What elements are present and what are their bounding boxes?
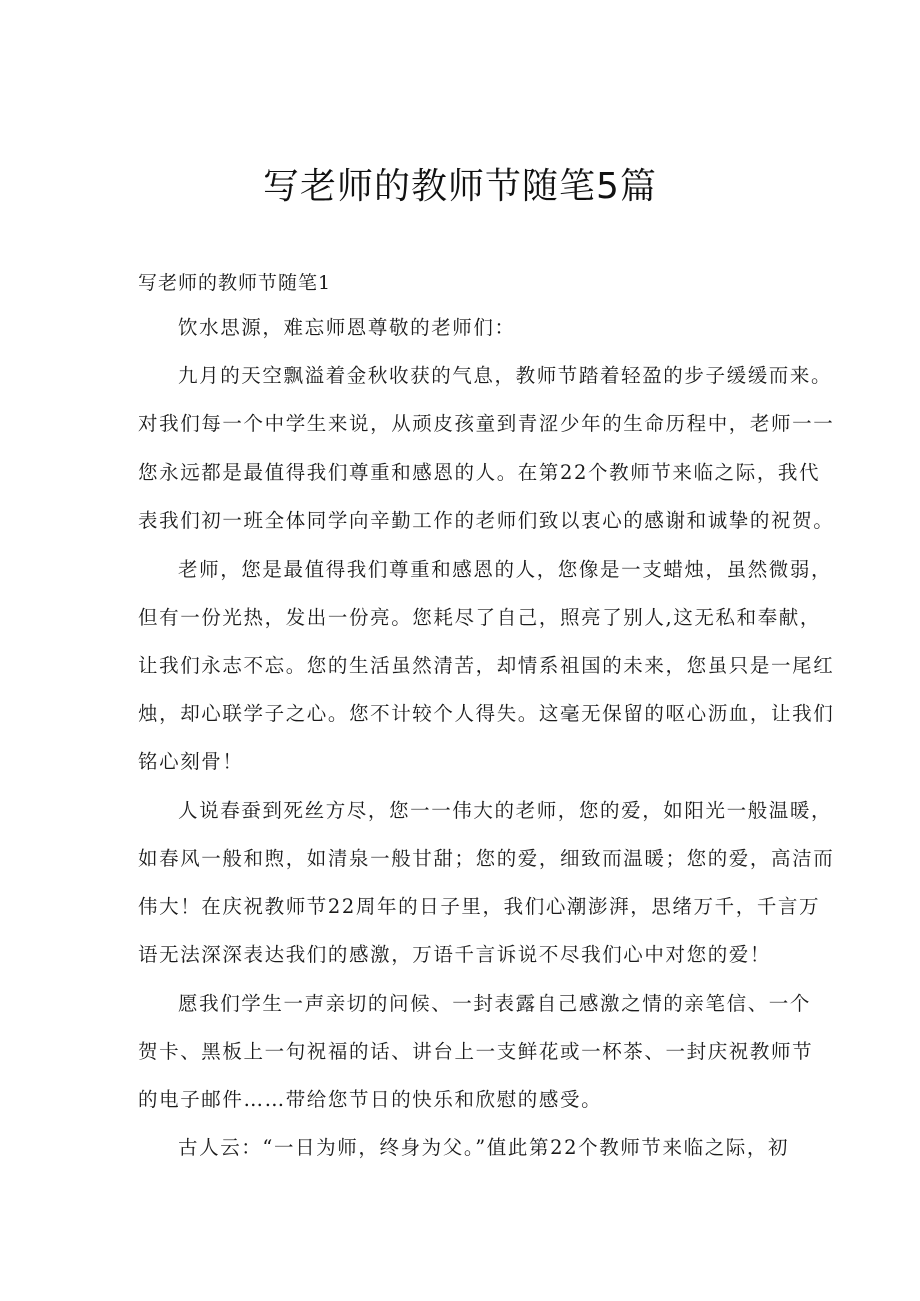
paragraph-line: 九月的天空飘溢着金秋收获的气息，教师节踏着轻盈的步子缓缓而来。 — [178, 364, 833, 387]
paragraph-line: 语无法深深表达我们的感激，万语千言诉说不尽我们心中对您的爱！ — [138, 943, 772, 966]
paragraph-line: 铭心刻骨！ — [138, 750, 244, 773]
paragraph-line: 表我们初一班全体同学向辛勤工作的老师们致以衷心的感谢和诚挚的祝贺。 — [138, 509, 835, 532]
paragraph-line: 您永远都是最值得我们尊重和感恩的人。在第22个教师节来临之际，我代 — [138, 461, 821, 484]
paragraph-line: 愿我们学生一声亲切的问候、一封表露自己感激之情的亲笔信、一个 — [178, 992, 812, 1015]
paragraph-line: 伟大！在庆祝教师节22周年的日子里，我们心潮澎湃，思绪万千，千言万 — [138, 895, 821, 918]
section-heading: 写老师的教师节随笔1 — [138, 272, 332, 294]
document-title: 写老师的教师节随笔5篇 — [263, 166, 657, 207]
paragraph-line: 对我们每一个中学生来说，从顽皮孩童到青涩少年的生命历程中，老师一一 — [138, 412, 835, 435]
paragraph-line: 但有一份光热，发出一份亮。您耗尽了自己，照亮了别人,这无私和奉献， — [138, 606, 821, 629]
paragraph-line: 贺卡、黑板上一句祝福的话、讲台上一支鲜花或一杯茶、一封庆祝教师节 — [138, 1040, 814, 1063]
paragraph-line: 如春风一般和煦，如清泉一般甘甜；您的爱，细致而温暖；您的爱，高洁而 — [138, 847, 835, 870]
paragraph-line: 人说春蚕到死丝方尽，您一一伟大的老师，您的爱，如阳光一般温暖， — [178, 799, 833, 822]
salutation-line: 饮水思源，难忘师恩尊敬的老师们： — [178, 316, 516, 339]
paragraph-line: 烛，却心联学子之心。您不计较个人得失。这毫无保留的呕心沥血，让我们 — [138, 702, 835, 725]
paragraph-line: 让我们永志不忘。您的生活虽然清苦，却情系祖国的未来，您虽只是一尾红 — [138, 654, 835, 677]
paragraph-line: 老师，您是最值得我们尊重和感恩的人，您像是一支蜡烛，虽然微弱， — [178, 558, 833, 581]
paragraph-line: 古人云：“一日为师，终身为父。”值此第22个教师节来临之际，初 — [178, 1136, 790, 1159]
paragraph-line: 的电子邮件……带给您节日的快乐和欣慰的感受。 — [138, 1088, 603, 1111]
